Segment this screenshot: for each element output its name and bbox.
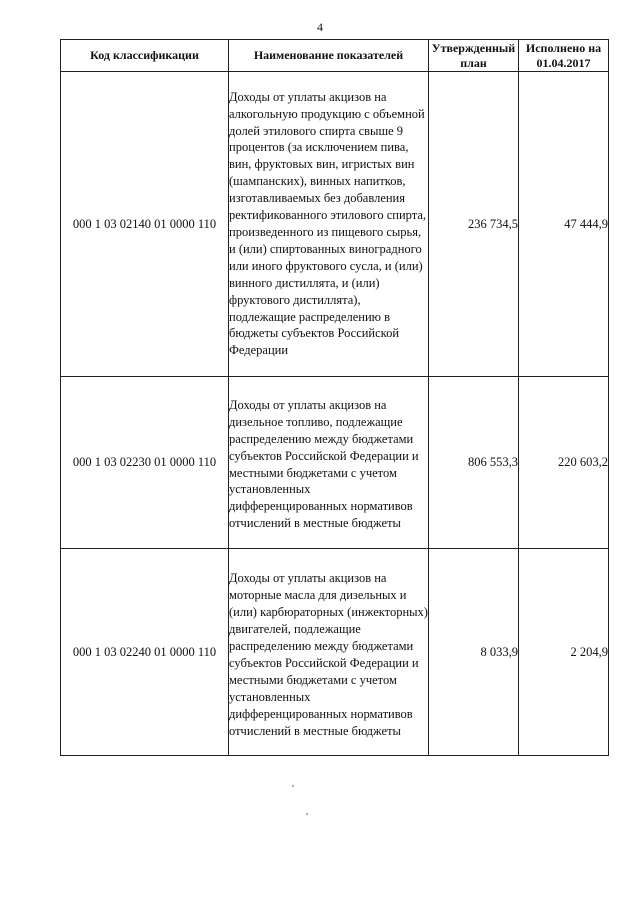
indicator-name: Доходы от уплаты акцизов на моторные масла для дизельных и (или) карбюраторных (инжекторных) двигателей, подлежащие распределению между бюджетами субъектов Российской Федерации и местными бюджетами с учетом установленных дифференцированных нормативов отчислений в местные бюджеты (229, 549, 429, 756)
approved-plan-value: 806 553,3 (429, 377, 519, 549)
header-name: Наименование показателей (229, 40, 429, 72)
table-row (61, 72, 609, 377)
page-number: 4 (317, 20, 323, 34)
classification-code: 000 1 03 02140 01 0000 110 (61, 72, 229, 377)
executed-value: 2 204,9 (519, 549, 609, 756)
table-header-row (61, 40, 609, 72)
revenue-table (60, 39, 609, 756)
scan-speck (306, 813, 308, 815)
approved-plan-value: 8 033,9 (429, 549, 519, 756)
table-row (61, 549, 609, 756)
table-row (61, 377, 609, 549)
executed-value: 47 444,9 (519, 72, 609, 377)
classification-code: 000 1 03 02230 01 0000 110 (61, 377, 229, 549)
header-done: Исполнено на 01.04.2017 (519, 40, 609, 72)
classification-code: 000 1 03 02240 01 0000 110 (61, 549, 229, 756)
indicator-name: Доходы от уплаты акцизов на дизельное топливо, подлежащие распределению между бюджетами субъектов Российской Федерации и местными бюджетами с учетом установленных дифференцированных нормативов отчислений в местные бюджеты (229, 377, 429, 549)
approved-plan-value: 236 734,5 (429, 72, 519, 377)
executed-value: 220 603,2 (519, 377, 609, 549)
indicator-name: Доходы от уплаты акцизов на алкогольную продукцию с объемной долей этилового спирта свыше 9 процентов (за исключением пива, вин, фруктовых вин, игристых вин (шампанских), винных напитков, изготавливаемых без добавления ректификованного этилового спирта, произведенного из пищевого сырья, и (или) спиртованных виноградного или иного фруктового сусла, и (или) винного дистиллята, и (или) фруктового дистиллята), подлежащие распределению в бюджеты субъектов Российской Федерации (229, 72, 429, 377)
scan-speck (292, 785, 294, 787)
header-code: Код классификации (61, 40, 229, 72)
header-plan: Утвержденный план (429, 40, 519, 72)
